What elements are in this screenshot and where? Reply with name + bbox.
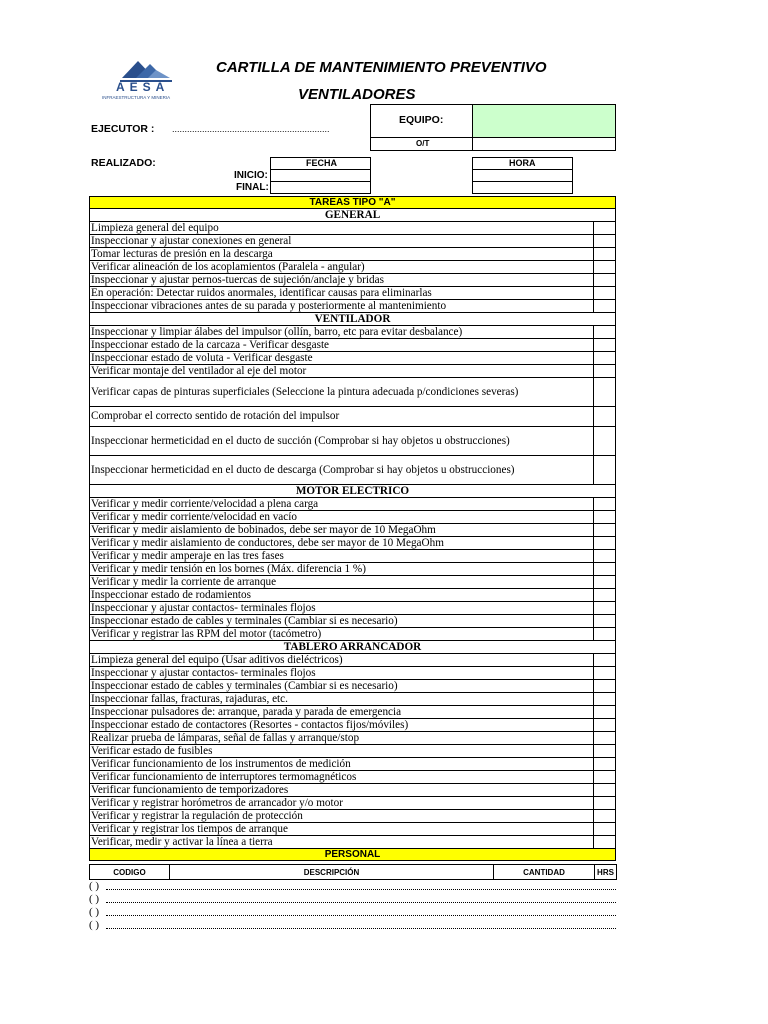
task-row	[90, 771, 616, 784]
task-row	[90, 628, 616, 641]
task-check-cell[interactable]	[594, 823, 616, 836]
task-label: Verificar funcionamiento de los instrumentos de medición	[90, 758, 594, 771]
task-row	[90, 524, 616, 537]
personal-row-marker: ( )	[89, 906, 100, 918]
final-label: FINAL:	[236, 182, 269, 193]
task-row	[90, 248, 616, 261]
task-label: Inspeccionar estado de voluta - Verificar desgaste	[90, 352, 594, 365]
task-row	[90, 745, 616, 758]
task-check-cell[interactable]	[594, 456, 616, 485]
task-label: Verificar y registrar las RPM del motor (tacómetro)	[90, 628, 594, 641]
personal-entry-row[interactable]	[89, 919, 616, 931]
task-row	[90, 261, 616, 274]
task-check-cell[interactable]	[594, 248, 616, 261]
task-row	[90, 456, 616, 485]
task-check-cell[interactable]	[594, 427, 616, 456]
personal-entry-row[interactable]	[89, 893, 616, 905]
task-row	[90, 498, 616, 511]
task-row	[90, 365, 616, 378]
task-label: Inspeccionar y limpiar álabes del impulsor (ollín, barro, etc para evitar desbalance)	[90, 326, 594, 339]
task-row	[90, 680, 616, 693]
task-label: Limpieza general del equipo	[90, 222, 594, 235]
tasks-table	[89, 196, 616, 861]
task-check-cell[interactable]	[594, 352, 616, 365]
task-check-cell[interactable]	[594, 261, 616, 274]
task-label: Verificar funcionamiento de interruptores termomagnéticos	[90, 771, 594, 784]
ot-label-cell	[370, 137, 473, 151]
fecha-final-field[interactable]	[270, 181, 371, 194]
task-row	[90, 654, 616, 667]
fecha-label: FECHA	[306, 158, 337, 168]
task-label: Comprobar el correcto sentido de rotación del impulsor	[90, 407, 594, 427]
task-row	[90, 693, 616, 706]
section-title-motor-electrico: MOTOR ELECTRICO	[90, 485, 616, 498]
task-label: Inspeccionar pulsadores de: arranque, parada y parada de emergencia	[90, 706, 594, 719]
personal-section-title: PERSONAL	[90, 849, 616, 861]
task-check-cell[interactable]	[594, 407, 616, 427]
col-hrs: HRS	[595, 865, 617, 880]
task-label: Inspeccionar vibraciones antes de su parada y posteriormente al mantenimiento	[90, 300, 594, 313]
task-row	[90, 222, 616, 235]
task-check-cell[interactable]	[594, 758, 616, 771]
task-row	[90, 235, 616, 248]
tasks-type-title: TAREAS TIPO "A"	[90, 197, 616, 209]
company-logo	[98, 58, 198, 102]
task-check-cell[interactable]	[594, 222, 616, 235]
task-row	[90, 719, 616, 732]
task-label: Verificar y medir corriente/velocidad a plena carga	[90, 498, 594, 511]
task-check-cell[interactable]	[594, 235, 616, 248]
task-check-cell[interactable]	[594, 511, 616, 524]
personal-row-line	[106, 902, 616, 903]
col-descripcion: DESCRIPCIÓN	[170, 865, 494, 880]
document-title: CARTILLA DE MANTENIMIENTO PREVENTIVO	[216, 59, 547, 76]
ot-label: O/T	[416, 139, 430, 148]
task-label: Inspeccionar fallas, fracturas, rajaduras, etc.	[90, 693, 594, 706]
task-row	[90, 758, 616, 771]
task-row	[90, 378, 616, 407]
task-label: Inspeccionar y ajustar conexiones en general	[90, 235, 594, 248]
task-check-cell[interactable]	[594, 589, 616, 602]
task-row	[90, 797, 616, 810]
task-row	[90, 732, 616, 745]
task-label: Realizar prueba de lámparas, señal de fallas y arranque/stop	[90, 732, 594, 745]
inicio-label: INICIO:	[234, 170, 268, 181]
task-check-cell[interactable]	[594, 300, 616, 313]
task-label: Verificar y medir amperaje en las tres fases	[90, 550, 594, 563]
personal-row-line	[106, 915, 616, 916]
task-row	[90, 836, 616, 849]
task-row	[90, 563, 616, 576]
task-check-cell[interactable]	[594, 667, 616, 680]
task-label: Verificar y medir la corriente de arranque	[90, 576, 594, 589]
task-check-cell[interactable]	[594, 784, 616, 797]
task-label: Verificar alineación de los acoplamientos (Paralela - angular)	[90, 261, 594, 274]
task-check-cell[interactable]	[594, 797, 616, 810]
task-check-cell[interactable]	[594, 810, 616, 823]
task-label: Verificar y registrar horómetros de arrancador y/o motor	[90, 797, 594, 810]
task-row	[90, 810, 616, 823]
task-check-cell[interactable]	[594, 326, 616, 339]
realizado-label: REALIZADO:	[91, 157, 156, 169]
task-label: Verificar y medir tensión en los bornes (Máx. diferencia 1 %)	[90, 563, 594, 576]
task-check-cell[interactable]	[594, 287, 616, 300]
task-row	[90, 615, 616, 628]
task-label: Verificar y medir aislamiento de bobinados, debe ser mayor de 10 MegaOhm	[90, 524, 594, 537]
task-label: Inspeccionar estado de cables y terminales (Cambiar si es necesario)	[90, 615, 594, 628]
task-label: Verificar y medir aislamiento de conductores, debe ser mayor de 10 MegaOhm	[90, 537, 594, 550]
task-check-cell[interactable]	[594, 719, 616, 732]
task-label: Verificar montaje del ventilador al eje del motor	[90, 365, 594, 378]
task-row	[90, 537, 616, 550]
document-subtitle: VENTILADORES	[298, 86, 416, 103]
task-check-cell[interactable]	[594, 706, 616, 719]
task-label: Inspeccionar hermeticidad en el ducto de descarga (Comprobar si hay objetos u obstrucciones)	[90, 456, 594, 485]
ejecutor-label: EJECUTOR :	[91, 123, 155, 135]
task-check-cell[interactable]	[594, 378, 616, 407]
task-check-cell[interactable]	[594, 680, 616, 693]
task-label: En operación: Detectar ruidos anormales, identificar causas para eliminarlas	[90, 287, 594, 300]
task-label: Inspeccionar y ajustar contactos- terminales flojos	[90, 667, 594, 680]
hora-label: HORA	[509, 158, 536, 168]
task-row	[90, 667, 616, 680]
task-check-cell[interactable]	[594, 654, 616, 667]
task-row	[90, 352, 616, 365]
task-row	[90, 784, 616, 797]
task-label: Verificar, medir y activar la línea a tierra	[90, 836, 594, 849]
task-check-cell[interactable]	[594, 274, 616, 287]
task-row	[90, 823, 616, 836]
task-row	[90, 300, 616, 313]
task-label: Inspeccionar estado de cables y terminales (Cambiar si es necesario)	[90, 680, 594, 693]
task-row	[90, 274, 616, 287]
task-row	[90, 550, 616, 563]
task-label: Limpieza general del equipo (Usar aditivos dieléctricos)	[90, 654, 594, 667]
personal-entry-row[interactable]	[89, 906, 616, 918]
personal-row-line	[106, 889, 616, 890]
task-row	[90, 511, 616, 524]
task-check-cell[interactable]	[594, 365, 616, 378]
task-check-cell[interactable]	[594, 537, 616, 550]
task-check-cell[interactable]	[594, 615, 616, 628]
task-label: Inspeccionar y ajustar contactos- terminales flojos	[90, 602, 594, 615]
col-cantidad: CANTIDAD	[494, 865, 595, 880]
task-label: Verificar y registrar los tiempos de arranque	[90, 823, 594, 836]
task-label: Inspeccionar y ajustar pernos-tuercas de sujeción/anclaje y bridas	[90, 274, 594, 287]
ot-field[interactable]	[472, 137, 616, 151]
task-check-cell[interactable]	[594, 836, 616, 849]
task-row	[90, 287, 616, 300]
task-check-cell[interactable]	[594, 602, 616, 615]
task-check-cell[interactable]	[594, 693, 616, 706]
logo-text: AESA	[116, 80, 170, 94]
task-row	[90, 339, 616, 352]
col-codigo: CODIGO	[90, 865, 170, 880]
task-row	[90, 427, 616, 456]
task-check-cell[interactable]	[594, 771, 616, 784]
hora-final-field[interactable]	[472, 181, 573, 194]
logo-tagline: INFRAESTRUCTURA Y MINERIA	[102, 95, 171, 100]
task-check-cell[interactable]	[594, 339, 616, 352]
section-title-ventilador: VENTILADOR	[90, 313, 616, 326]
task-row	[90, 589, 616, 602]
task-label: Verificar funcionamiento de temporizadores	[90, 784, 594, 797]
task-label: Tomar lecturas de presión en la descarga	[90, 248, 594, 261]
task-check-cell[interactable]	[594, 628, 616, 641]
task-label: Inspeccionar estado de la carcaza - Verificar desgaste	[90, 339, 594, 352]
ejecutor-field[interactable]: ...............................................................	[172, 124, 330, 134]
task-check-cell[interactable]	[594, 563, 616, 576]
task-row	[90, 576, 616, 589]
task-label: Inspeccionar estado de contactores (Resortes - contactos fijos/móviles)	[90, 719, 594, 732]
task-row	[90, 602, 616, 615]
equipo-label-cell	[370, 104, 473, 138]
personal-row-line	[106, 928, 616, 929]
task-check-cell[interactable]	[594, 524, 616, 537]
task-label: Verificar estado de fusibles	[90, 745, 594, 758]
task-label: Verificar y medir corriente/velocidad en vacío	[90, 511, 594, 524]
personal-row-marker: ( )	[89, 893, 100, 905]
task-check-cell[interactable]	[594, 745, 616, 758]
task-row	[90, 326, 616, 339]
task-check-cell[interactable]	[594, 576, 616, 589]
personal-row-marker: ( )	[89, 880, 100, 892]
task-label: Verificar y registrar la regulación de protección	[90, 810, 594, 823]
task-check-cell[interactable]	[594, 498, 616, 511]
personal-row-marker: ( )	[89, 919, 100, 931]
personal-entry-row[interactable]	[89, 880, 616, 892]
personal-table	[89, 864, 617, 880]
task-row	[90, 706, 616, 719]
equipo-field[interactable]	[472, 104, 616, 138]
task-check-cell[interactable]	[594, 550, 616, 563]
task-row	[90, 407, 616, 427]
task-label: Verificar capas de pinturas superficiales (Seleccione la pintura adecuada p/condiciones severas)	[90, 378, 594, 407]
task-label: Inspeccionar hermeticidad en el ducto de succión (Comprobar si hay objetos u obstrucciones)	[90, 427, 594, 456]
section-title-tablero-arrancador: TABLERO ARRANCADOR	[90, 641, 616, 654]
task-check-cell[interactable]	[594, 732, 616, 745]
section-title-general: GENERAL	[90, 209, 616, 222]
task-label: Inspeccionar estado de rodamientos	[90, 589, 594, 602]
equipo-label: EQUIPO:	[399, 114, 444, 126]
